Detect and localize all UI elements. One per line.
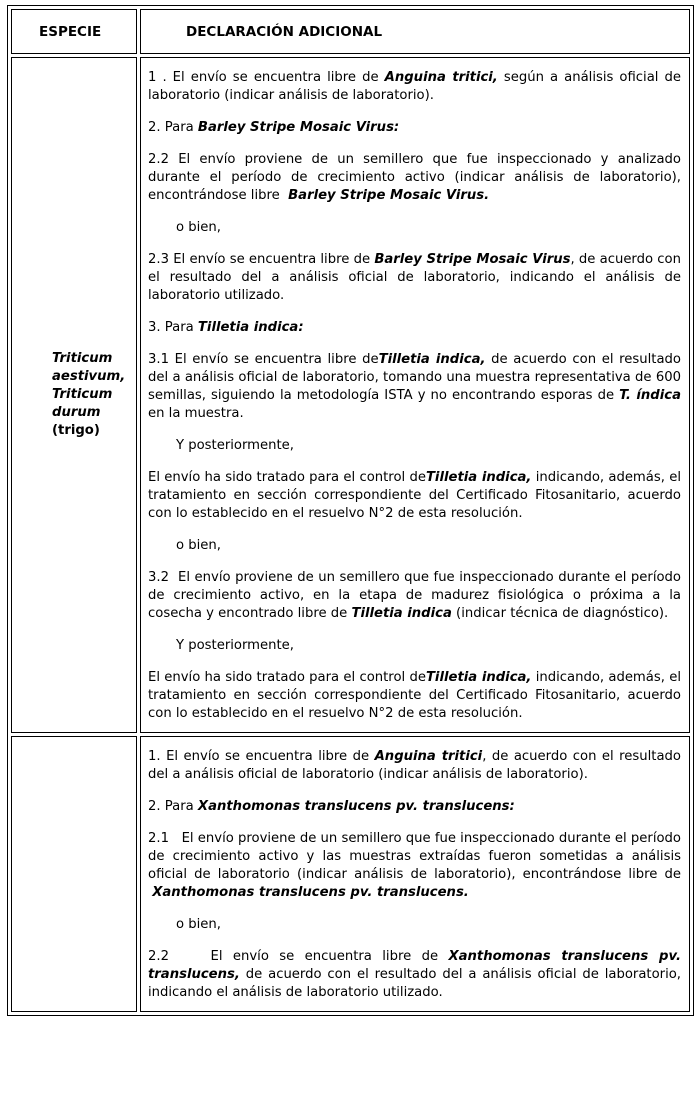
text-segment: Xanthomonas translucens pv. translucens:: [197, 799, 515, 814]
declaration-paragraph: [148, 351, 681, 423]
declaration-paragraph: [148, 69, 681, 105]
text-segment: (indicar técnica de diagnóstico).: [451, 606, 669, 621]
text-segment: 2.2 El envío se encuentra libre de: [148, 949, 449, 964]
text-segment: 3.2 El envío proviene de un semillero que fue inspeccionado durante el período de crecimiento activo, en la etapa de madurez fisiológica o próxima a la cosecha y encontrado libre de: [148, 570, 681, 621]
declaration-cell: [140, 57, 690, 733]
text-segment: de acuerdo con el resultado del a análisis oficial de laboratorio, tomando una muestra representativa de 600 semillas, siguiendo la metodología ISTA y no encontrando esporas de: [148, 352, 681, 403]
text-segment: Barley Stripe Mosaic Virus: [374, 252, 571, 267]
declaration-paragraph: [148, 319, 681, 337]
header-row: [11, 9, 690, 54]
declaration-paragraphs: [148, 748, 681, 1002]
declaration-paragraph: [148, 669, 681, 723]
connector-line: [176, 437, 681, 455]
declaration-paragraph: [148, 151, 681, 205]
text-segment: Triticum aestivum, Triticum durum: [52, 351, 126, 420]
text-segment: o bien,: [176, 917, 221, 932]
text-segment: según a análisis oficial de laboratorio (indicar análisis de laboratorio).: [148, 70, 682, 103]
especie-cell: [11, 57, 137, 733]
declaration-paragraph: [148, 569, 681, 623]
text-segment: (trigo): [52, 423, 100, 438]
text-segment: 3.1 El envío se encuentra libre de: [148, 352, 379, 367]
connector-line: [176, 637, 681, 655]
text-segment: 1 . El envío se encuentra libre de: [148, 70, 385, 85]
declaration-paragraph: [148, 119, 681, 137]
text-segment: T. índica: [619, 388, 681, 403]
declaration-paragraph: [148, 830, 681, 902]
text-segment: Tilletia indica,: [425, 670, 532, 685]
text-segment: en la muestra.: [148, 406, 244, 421]
table-row-second: [11, 736, 690, 1012]
text-segment: Y posteriormente,: [176, 638, 294, 653]
text-segment: 2. Para: [148, 799, 198, 814]
text-segment: Tilletia indica,: [425, 470, 532, 485]
table-row-trigo: [11, 57, 690, 733]
declaration-paragraph: [148, 748, 681, 784]
text-segment: 2.1 El envío proviene de un semillero que fue inspeccionado durante el período de crecimiento activo y las muestras extraídas fueron sometidas a análisis oficial de laboratorio (indicar análisis de laboratorio), encontrándose libre de: [148, 831, 681, 900]
text-segment: Anguina tritici,: [384, 70, 498, 85]
especie-name: [52, 350, 132, 440]
text-segment: 2. Para: [148, 120, 198, 135]
text-segment: 2.2 El envío proviene de un semillero que fue inspeccionado y analizado durante el período de crecimiento activo (indicar análisis de laboratorio), encontrándose libre: [148, 152, 681, 203]
connector-line: [176, 219, 681, 237]
text-segment: o bien,: [176, 538, 221, 553]
text-segment: Xanthomonas translucens pv. translucens,: [148, 949, 681, 982]
header-declaracion: DECLARACIÓN ADICIONAL: [140, 9, 690, 54]
connector-line: [176, 916, 681, 934]
declaration-paragraph: [148, 469, 681, 523]
declaration-paragraphs: [148, 69, 681, 723]
declaration-cell: [140, 736, 690, 1012]
text-segment: Tilletia indica,: [378, 352, 486, 367]
text-segment: , de acuerdo con el resultado del a análisis oficial de laboratorio (indicar análisis de laboratorio).: [148, 749, 681, 782]
text-segment: de acuerdo con el resultado del a análisis oficial de laboratorio, indicando el análisis de laboratorio utilizado.: [148, 967, 681, 1000]
header-especie: ESPECIE: [11, 9, 137, 54]
text-segment: 2.3 El envío se encuentra libre de: [148, 252, 375, 267]
declaration-paragraph: [148, 948, 681, 1002]
text-segment: Y posteriormente,: [176, 438, 294, 453]
declaration-paragraph: [148, 251, 681, 305]
text-segment: Tilletia indica:: [197, 320, 304, 335]
connector-line: [176, 537, 681, 555]
text-segment: 1. El envío se encuentra libre de: [148, 749, 375, 764]
text-segment: Xanthomonas translucens pv. translucens.: [152, 885, 469, 900]
text-segment: indicando, además, el tratamiento en sección correspondiente del Certificado Fitosanitario, acuerdo con lo establecido en el resuelvo N°2 de esta resolución.: [148, 470, 681, 521]
text-segment: Tilletia indica: [351, 606, 452, 621]
text-segment: , de acuerdo con el resultado del a análisis oficial de laboratorio, indicando el análisis de laboratorio utilizado.: [148, 252, 681, 303]
text-segment: Barley Stripe Mosaic Virus.: [288, 188, 490, 203]
declaration-paragraph: [148, 798, 681, 816]
text-segment: indicando, además, el tratamiento en sección correspondiente del Certificado Fitosanitario, acuerdo con lo establecido en el resuelvo N°2 de esta resolución.: [148, 670, 681, 721]
text-segment: El envío ha sido tratado para el control de: [148, 670, 426, 685]
text-segment: Anguina tritici: [374, 749, 483, 764]
declaration-table: [7, 5, 694, 1016]
text-segment: o bien,: [176, 220, 221, 235]
text-segment: Barley Stripe Mosaic Virus:: [197, 120, 400, 135]
text-segment: 3. Para: [148, 320, 198, 335]
text-segment: El envío ha sido tratado para el control de: [148, 470, 426, 485]
especie-cell-empty: [11, 736, 137, 1012]
